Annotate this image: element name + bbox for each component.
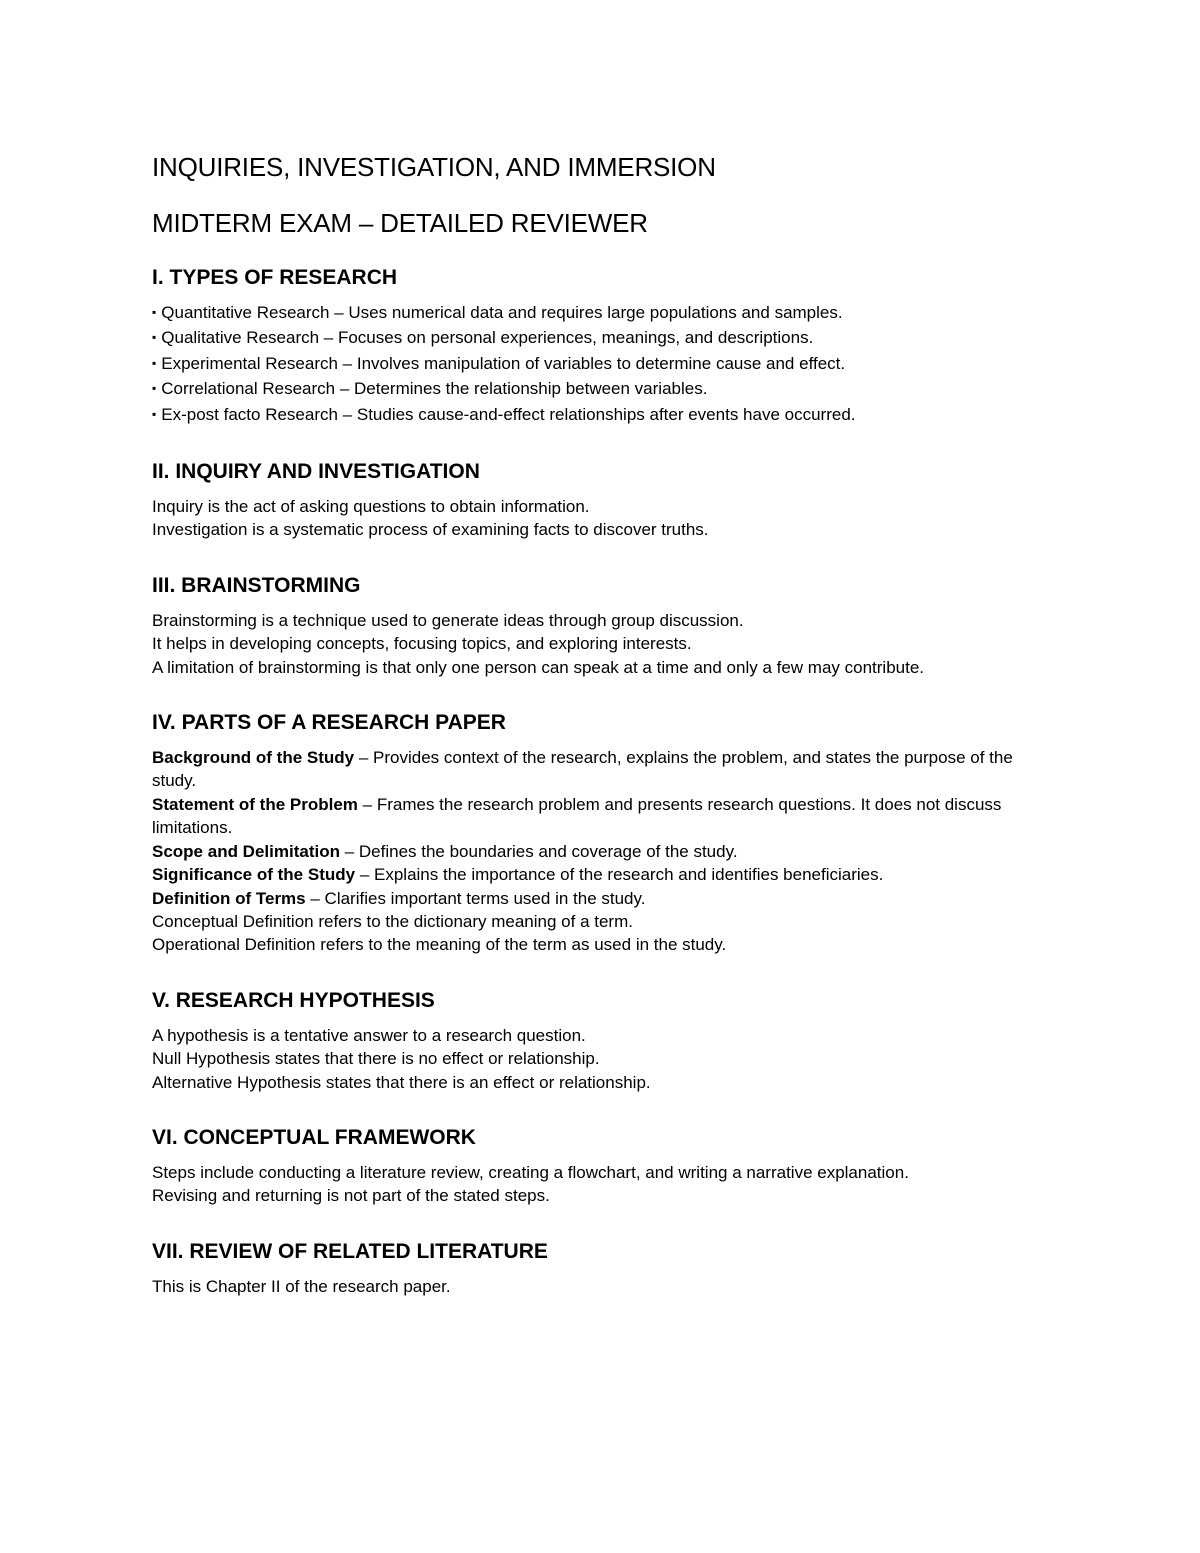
term-definition: – Provides context of the research, explains the problem, and states the purpose of the study. <box>152 748 1013 791</box>
term-label: Statement of the Problem <box>152 794 358 814</box>
section-types-of-research <box>152 264 1052 428</box>
term-entry <box>152 840 1052 863</box>
paragraph-line: A limitation of brainstorming is that only one person can speak at a time and only a few may contribute. <box>152 657 925 677</box>
paragraph-line: This is Chapter II of the research paper. <box>152 1276 451 1296</box>
list-item: ▪ Quantitative Research – Uses numerical data and requires large populations and samples. <box>152 301 1052 326</box>
paragraph-line: Revising and returning is not part of the stated steps. <box>152 1186 550 1206</box>
paragraph-line: A hypothesis is a tentative answer to a research question. <box>152 1025 586 1045</box>
term-label: Scope and Delimitation <box>152 841 340 861</box>
section-heading: I. TYPES OF RESEARCH <box>152 266 398 289</box>
paragraph-line: It helps in developing concepts, focusing topics, and exploring interests. <box>152 634 692 654</box>
section-heading: II. INQUIRY AND INVESTIGATION <box>152 460 480 484</box>
section-heading: V. RESEARCH HYPOTHESIS <box>152 988 435 1012</box>
term-definition: – Clarifies important terms used in the study. <box>305 888 646 908</box>
term-label: Background of the Study <box>152 748 355 768</box>
section-conceptual-framework <box>152 1124 1052 1208</box>
list-item: ▪ Correlational Research – Determines the relationship between variables. <box>152 377 1052 402</box>
section-heading: IV. PARTS OF A RESEARCH PAPER <box>152 711 506 735</box>
list-item: ▪ Ex-post facto Research – Studies cause-and-effect relationships after events have occurred. <box>152 403 1052 428</box>
paragraph-line: Investigation is a systematic process of examining facts to discover truths. <box>152 520 709 540</box>
term-definition: – Explains the importance of the research and identifies beneficiaries. <box>355 865 884 885</box>
section-inquiry-investigation <box>152 458 1052 542</box>
section-heading: VI. CONCEPTUAL FRAMEWORK <box>152 1125 476 1149</box>
section-research-hypothesis <box>152 987 1052 1094</box>
term-label: Significance of the Study <box>152 865 356 885</box>
paragraph-line: Null Hypothesis states that there is no effect or relationship. <box>152 1049 600 1069</box>
term-definition: – Frames the research problem and presents research questions. It does not discuss limitations. <box>152 794 1002 838</box>
term-entry <box>152 887 1052 910</box>
term-entry <box>152 863 1052 886</box>
section-brainstorming <box>152 572 1052 679</box>
paragraph-line: Alternative Hypothesis states that there is an effect or relationship. <box>152 1072 651 1092</box>
term-definition: – Defines the boundaries and coverage of the study. <box>339 841 738 861</box>
paragraph-line: Steps include conducting a literature review, creating a flowchart, and writing a narrative explanation. <box>152 1162 909 1182</box>
section-heading: VII. REVIEW OF RELATED LITERATURE <box>152 1239 548 1263</box>
list-item: ▪ Qualitative Research – Focuses on personal experiences, meanings, and descriptions. <box>152 326 1052 351</box>
term-label: Definition of Terms <box>152 888 306 908</box>
section-parts-of-research-paper <box>152 709 1052 957</box>
term-entry <box>152 746 1052 793</box>
term-entry <box>152 793 1052 840</box>
paragraph-line: Inquiry is the act of asking questions to obtain information. <box>152 497 590 517</box>
document-page <box>152 150 1052 1298</box>
paragraph-line: Operational Definition refers to the meaning of the term as used in the study. <box>152 935 727 955</box>
section-review-of-related-literature <box>152 1238 1052 1298</box>
document-subtitle: MIDTERM EXAM – DETAILED REVIEWER <box>152 208 648 238</box>
paragraph-line: Brainstorming is a technique used to generate ideas through group discussion. <box>152 610 744 630</box>
document-title: INQUIRIES, INVESTIGATION, AND IMMERSION <box>152 152 716 182</box>
list-item: ▪ Experimental Research – Involves manipulation of variables to determine cause and effect. <box>152 352 1052 377</box>
section-heading: III. BRAINSTORMING <box>152 573 361 597</box>
paragraph-line: Conceptual Definition refers to the dictionary meaning of a term. <box>152 911 633 931</box>
